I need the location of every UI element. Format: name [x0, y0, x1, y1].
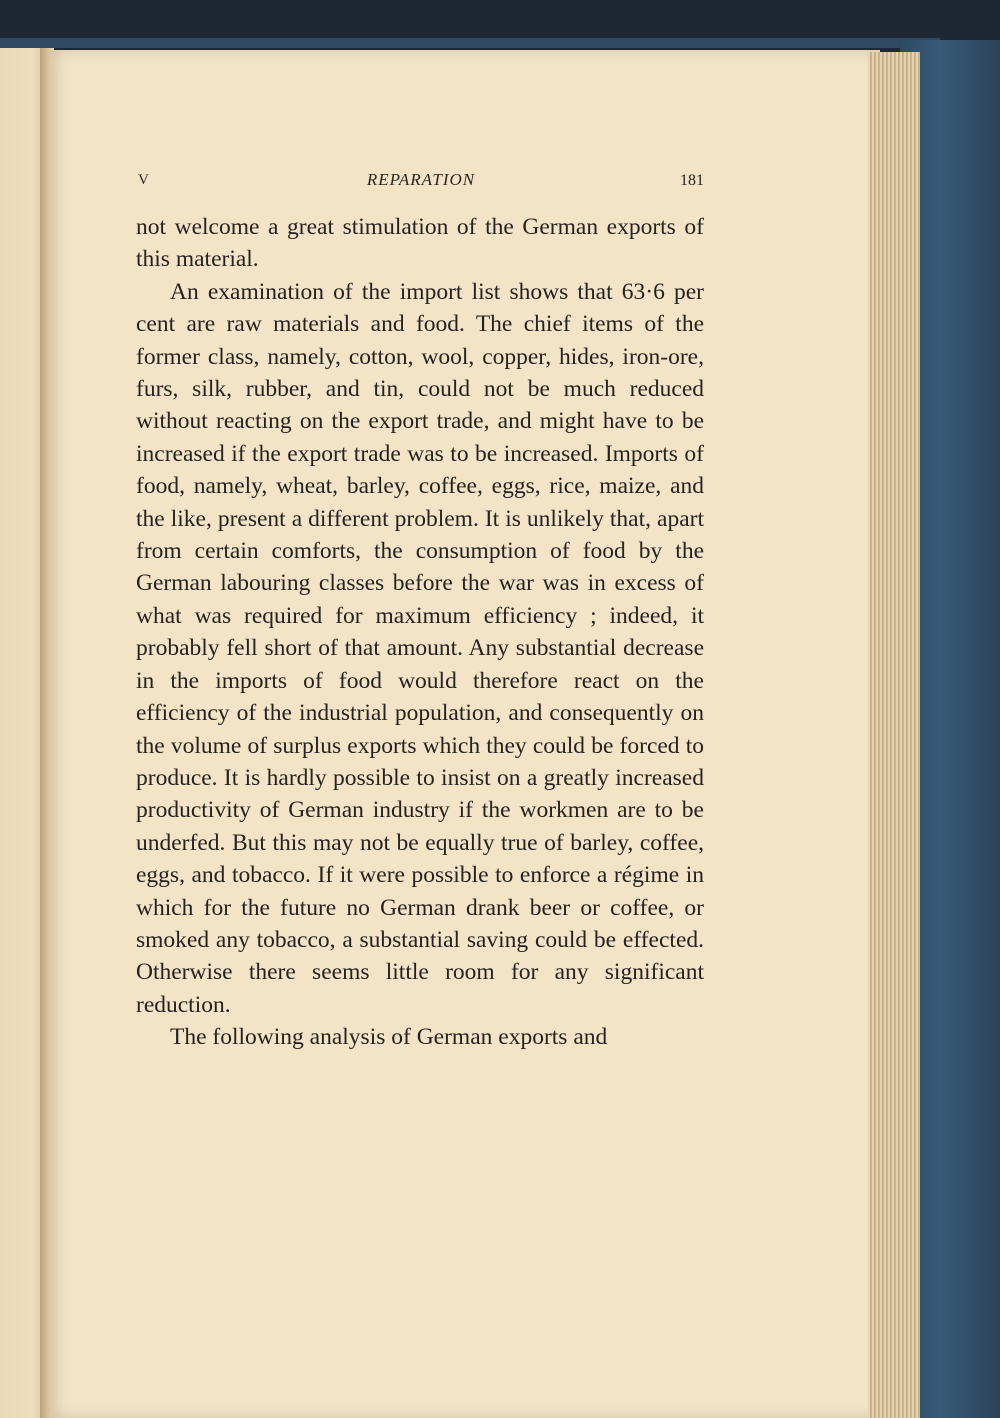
running-head — [138, 170, 704, 196]
chapter-number: V — [138, 172, 149, 188]
paragraph-export-analysis: The following analysis of German exports and — [170, 1024, 608, 1051]
paragraph-continued: not welcome a great stimulation of the German exports of this material. — [136, 214, 704, 273]
running-title: REPARATION — [366, 170, 476, 189]
paragraph-import-analysis: An examination of the import list shows that 63·6 per cent are raw materials and food. The chief items of the former class, namely, cotton, wool, copper, hides, iron-ore, furs, silk, rubber, and tin, could not be much reduced without reacting on the export trade, and might have to be increased if the export trade was to be increased. Imports of food, namely, wheat, barley, coffee, eggs, rice, maize, and the like, present a different problem. It is unlikely that, apart from certain comforts, the consumption of food by the German labouring classes before the war was in excess of what was required for maximum efficiency ; indeed, it probably fell short of that amount. Any substantial decrease in the imports of food would therefore react on the efficiency of the industrial population, and consequently on the volume of surplus exports which they could be forced to produce. It is hardly possible to insist on a greatly increased productivity of German industry if the workmen are to be underfed. But this may not be equally true of barley, coffee, eggs, and tobacco. If it were possible to enforce a régime in which for the future no German drank beer or coffee, or smoked any tobacco, a substantial saving could be effected. Otherwise there seems little room for any significant reduction. — [136, 278, 704, 1018]
book-cover-top-edge — [0, 38, 940, 48]
body-text — [136, 211, 704, 1054]
page-fore-edge — [868, 52, 920, 1418]
page-number: 181 — [680, 172, 704, 189]
